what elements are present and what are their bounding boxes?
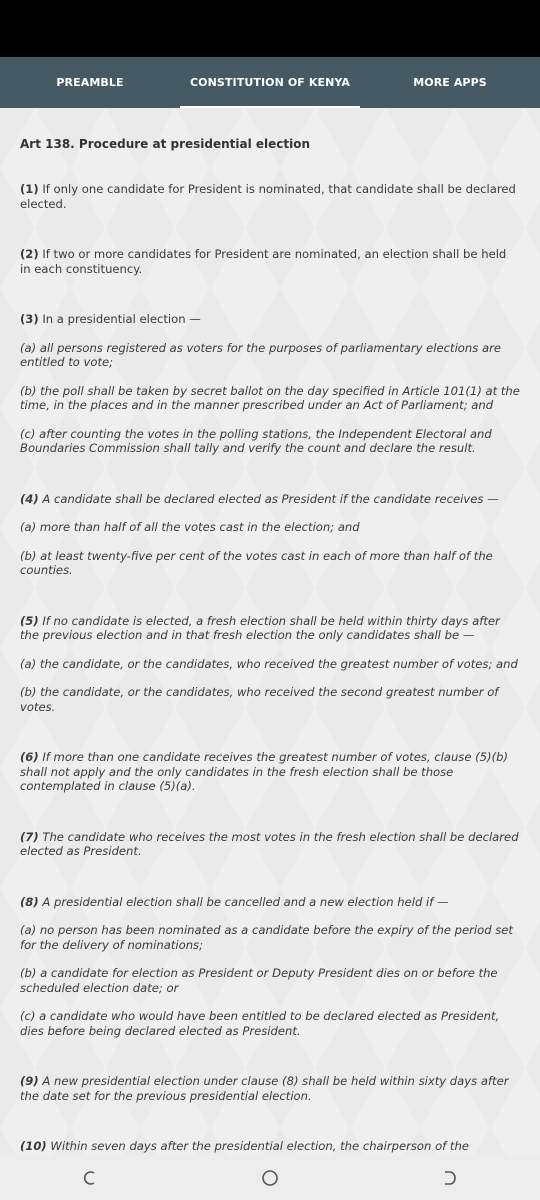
clause-body: If more than one candidate receives the greatest number of votes, clause (5)(b) shall not apply and the only candidates in the fresh election shall be those contemplated in clause (5)(a). bbox=[20, 750, 508, 793]
sub-clause: (a) more than half of all the votes cast in the election; and bbox=[20, 520, 360, 534]
clause-body: If two or more candidates for President are nominated, an election shall be held in each constituency. bbox=[20, 247, 507, 276]
tab-preamble[interactable]: PREAMBLE bbox=[56, 76, 124, 89]
clause-number: (6) bbox=[20, 750, 39, 764]
article-title: Art 138. Procedure at presidential election bbox=[20, 137, 311, 151]
clause-body: A presidential election shall be cancelled and a new election held if — bbox=[38, 894, 449, 909]
tab-constitution-of-kenya[interactable]: CONSTITUTION OF KENYA bbox=[180, 57, 360, 108]
clause bbox=[20, 247, 520, 276]
clause-text bbox=[20, 1074, 520, 1103]
clause bbox=[20, 895, 520, 1039]
sub-clause: (a) all persons registered as voters for the purposes of parliamentary elections are entitled to vote; bbox=[20, 340, 501, 369]
clause-body: A candidate shall be declared elected as President if the candidate receives — bbox=[38, 491, 499, 506]
sub-clause: (a) the candidate, or the candidates, who received the greatest number of votes; and bbox=[20, 656, 518, 671]
clause-text bbox=[20, 492, 520, 507]
clause-text bbox=[20, 614, 520, 643]
clause-number: (2) bbox=[20, 247, 39, 261]
clause-text bbox=[20, 750, 520, 794]
clause-text bbox=[20, 830, 520, 859]
clause-number: (3) bbox=[20, 312, 39, 326]
clause-body: The candidate who receives the most votes in the fresh election shall be declared elected as President. bbox=[20, 829, 519, 858]
recent-apps-button[interactable] bbox=[40, 1156, 140, 1200]
article-scroll-view[interactable] bbox=[0, 108, 540, 1156]
clause-body: If no candidate is elected, a fresh election shall be held within thirty days after the previous election and in that fresh election the only candidates shall be — bbox=[20, 613, 500, 642]
clause-number: (7) bbox=[20, 829, 39, 844]
clause bbox=[20, 830, 520, 859]
clause-text bbox=[20, 312, 520, 327]
clause-list bbox=[20, 182, 520, 1197]
clause bbox=[20, 492, 520, 578]
clause-number: (8) bbox=[20, 894, 39, 909]
clause-body: Within seven days after the presidential election, the chairperson of the bbox=[50, 1139, 469, 1153]
home-button[interactable] bbox=[220, 1156, 320, 1200]
home-circle-icon bbox=[261, 1169, 279, 1187]
sub-clause: (c) after counting the votes in the polling stations, the Independent Electoral and Boundaries Commission shall tally and verify the count and declare the result. bbox=[20, 426, 492, 455]
clause-body: A new presidential election under clause (8) shall be held within sixty days after the date set for the previous presidential election. bbox=[20, 1074, 509, 1103]
tab-bar bbox=[0, 57, 540, 108]
sub-clause: (b) the poll shall be taken by secret ballot on the day specified in Article 101(1) at the time, in the places and in the manner prescribed under an Act of Parliament; and bbox=[20, 383, 520, 412]
clause-body: If only one candidate for President is nominated, that candidate shall be declared elected. bbox=[20, 182, 516, 211]
sub-clause: (c) a candidate who would have been entitled to be declared elected as President, dies before being declared elected as President. bbox=[20, 1009, 500, 1038]
back-button[interactable] bbox=[400, 1156, 500, 1200]
clause-number: (4) bbox=[20, 491, 39, 506]
clause bbox=[20, 182, 520, 211]
system-nav-bar bbox=[0, 1156, 540, 1200]
clause-text bbox=[20, 895, 520, 910]
recent-apps-icon bbox=[81, 1169, 99, 1187]
clause-text bbox=[20, 182, 520, 211]
sub-clause: (b) the candidate, or the candidates, who received the second greatest number of votes. bbox=[20, 685, 499, 714]
clause bbox=[20, 1074, 520, 1103]
clause-text bbox=[20, 247, 520, 276]
clause-number: (10) bbox=[20, 1139, 47, 1153]
sub-clause: (a) no person has been nominated as a candidate before the expiry of the period set for the delivery of nominations; bbox=[20, 923, 513, 952]
clause-body: In a presidential election — bbox=[38, 312, 201, 326]
sub-clause: (b) at least twenty-five per cent of the votes cast in each of more than half of the counties. bbox=[20, 548, 493, 577]
sub-clause: (b) a candidate for election as President or Deputy President dies on or before the scheduled election date; or bbox=[20, 966, 498, 995]
clause bbox=[20, 750, 520, 794]
clause-number: (1) bbox=[20, 182, 39, 196]
clause-number: (5) bbox=[20, 613, 39, 628]
clause bbox=[20, 312, 520, 456]
clause bbox=[20, 614, 520, 715]
tab-more-apps[interactable]: MORE APPS bbox=[413, 76, 487, 89]
back-arrow-icon bbox=[441, 1169, 459, 1187]
status-bar bbox=[0, 0, 540, 57]
clause-number: (9) bbox=[20, 1074, 39, 1088]
